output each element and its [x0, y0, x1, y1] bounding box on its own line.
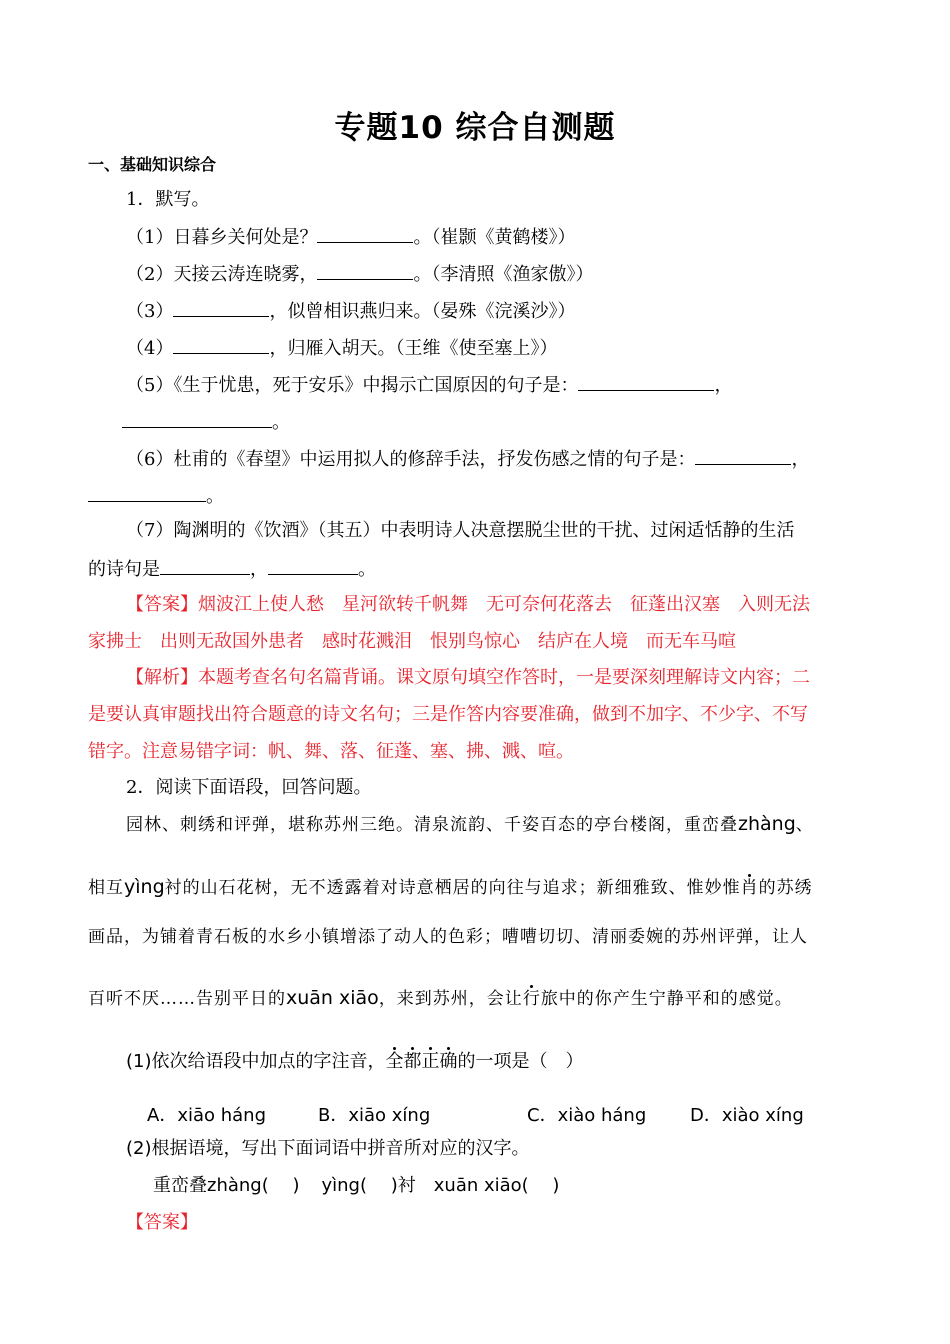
q1-item-2: （2）天接云涛连晓雾， 。（李清照《渔家傲》）	[126, 261, 593, 287]
q1-item-7: （7）陶渊明的《饮酒》（其五）中表明诗人决意摆脱尘世的干扰、过闲适恬静的生活	[126, 520, 795, 541]
option-a[interactable]: A．xiāo háng	[147, 1105, 267, 1126]
q1-answer-line-1: 【答案】烟波江上使人愁 星河欲转千帆舞 无可奈何花落去 征蓬出汉塞 入则无法	[126, 594, 810, 615]
q2-answer-label: 【答案】	[126, 1212, 198, 1233]
page-title: 专题10 综合自测题	[334, 110, 616, 146]
option-d[interactable]: D．xiào xíng	[690, 1105, 804, 1126]
q1-item-3: （3） ，似曾相识燕归来。（晏殊《浣溪沙》）	[126, 298, 575, 324]
q1-item-6-cont: 。	[88, 483, 224, 509]
answer-blank[interactable]	[578, 372, 714, 391]
emphasis-dot-char: 肖	[740, 878, 759, 898]
answer-blank[interactable]	[122, 409, 272, 428]
q1-item-5-cont: 。	[122, 409, 290, 435]
fill-xuanxiao[interactable]: xuān xiāo( )	[433, 1175, 560, 1196]
question-2-stem: 2．阅读下面语段，回答问题。	[126, 777, 372, 798]
q1-analysis-line-3: 错字。注意易错字词：帆、舞、落、征蓬、塞、拂、溅、喧。	[88, 741, 574, 762]
answer-blank[interactable]	[317, 224, 413, 243]
q1-analysis-line-1: 【解析】本题考查名句名篇背诵。课文原句填空作答时，一是要深刻理解诗文内容；二	[126, 667, 810, 688]
option-c[interactable]: C．xiào háng	[527, 1105, 647, 1126]
option-b[interactable]: B．xiāo xíng	[318, 1105, 431, 1126]
sub-question-2: (2)根据语境，写出下面词语中拼音所对应的汉字。	[126, 1138, 530, 1159]
sub-question-1: (1)依次给语段中加点的字注音，全都正确的一项是（ ）	[126, 1051, 584, 1072]
q1-answer-line-2: 家拂士 出则无敌国外患者 感时花溅泪 恨别鸟惊心 结庐在人境 而无车马喧	[88, 631, 736, 652]
fill-zhang[interactable]: zhàng( )	[207, 1175, 300, 1196]
q1-item-6: （6）杜甫的《春望》中运用拟人的修辞手法，抒发伤感之情的句子是： ，	[126, 446, 809, 472]
fill-ying[interactable]: yìng( )	[321, 1175, 398, 1196]
section-heading: 一、基础知识综合	[88, 155, 217, 174]
answer-blank[interactable]	[160, 556, 250, 575]
answer-blank[interactable]	[268, 556, 358, 575]
q1-item-5: （5）《生于忧患，死于安乐》中揭示亡国原因的句子是： ，	[126, 372, 732, 398]
q1-item-4: （4） ，归雁入胡天。（王维《使至塞上》）	[126, 335, 557, 361]
q1-analysis-line-2: 是要认真审题找出符合题意的诗文名句；三是作答内容要准确，做到不加字、不少字、不写	[88, 704, 808, 725]
answer-blank[interactable]	[173, 298, 269, 317]
passage-line-3: 画品，为铺着青石板的水乡小镇增添了动人的色彩；嘈嘈切切、清丽委婉的苏州评弹，让人	[88, 927, 808, 947]
emphasis-dot-char: 行	[522, 989, 541, 1009]
question-1-stem: 1．默写。	[126, 189, 210, 210]
answer-blank[interactable]	[173, 335, 269, 354]
passage-line-2: 相互yìng衬的山石花树，无不透露着对诗意栖居的向往与追求；新细雅致、惟妙惟肖的苏绣	[88, 876, 813, 898]
answer-blank[interactable]	[88, 483, 206, 502]
q1-item-1: （1）日暮乡关何处是？ 。（崔颢《黄鹤楼》）	[126, 224, 575, 250]
passage-line-1: 园林、刺绣和评弹，堪称苏州三绝。清泉流韵、千姿百态的亭台楼阁，重峦叠zhàng、	[126, 813, 814, 835]
pinyin-fill-line: 重峦叠zhàng( ) yìng( )衬 xuān xiāo( )	[153, 1175, 560, 1196]
q1-item-7-cont: 的诗句是 ， 。	[88, 556, 376, 582]
answer-blank[interactable]	[695, 446, 791, 465]
passage-line-4: 百听不厌……告别平日的xuān xiāo，来到苏州，会让行旅中的你产生宁静平和的感觉。	[88, 987, 793, 1009]
answer-blank[interactable]	[317, 261, 413, 280]
